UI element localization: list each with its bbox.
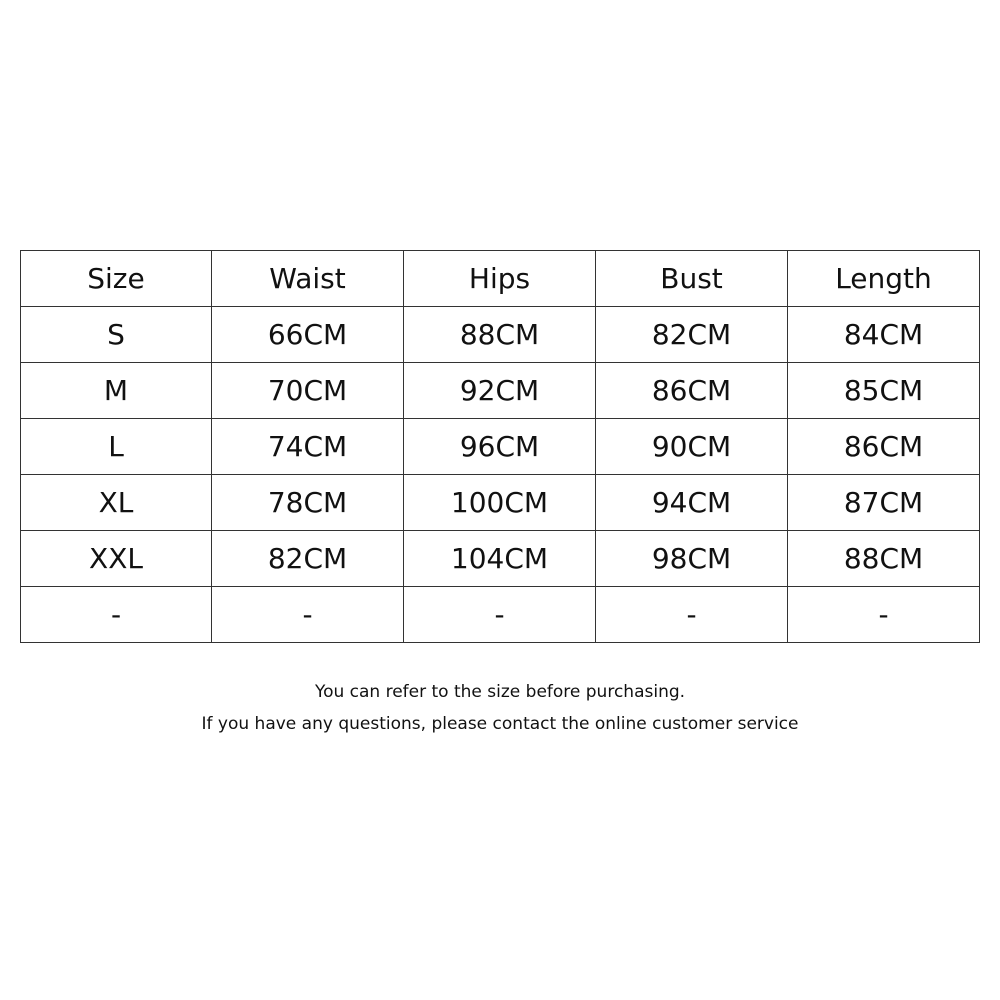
cell-bust: 86CM [596, 363, 788, 419]
cell-length: 86CM [788, 419, 980, 475]
cell-hips: 96CM [404, 419, 596, 475]
cell-waist: 66CM [212, 307, 404, 363]
header-size: Size [21, 251, 212, 307]
table-row [21, 363, 980, 419]
header-row [21, 251, 980, 307]
table-body [21, 307, 980, 643]
cell-hips: 100CM [404, 475, 596, 531]
cell-length: 84CM [788, 307, 980, 363]
cell-bust: 90CM [596, 419, 788, 475]
cell-waist: - [212, 587, 404, 643]
table-header [21, 251, 980, 307]
table-row [21, 419, 980, 475]
cell-hips: 104CM [404, 531, 596, 587]
table-row [21, 531, 980, 587]
cell-length: 85CM [788, 363, 980, 419]
cell-waist: 70CM [212, 363, 404, 419]
cell-length: 87CM [788, 475, 980, 531]
note-contact-service: If you have any questions, please contact the online customer service [201, 714, 799, 734]
cell-bust: 82CM [596, 307, 788, 363]
cell-size: S [21, 307, 212, 363]
note-refer-size: You can refer to the size before purchasing. [314, 682, 686, 702]
cell-hips: 88CM [404, 307, 596, 363]
cell-length: - [788, 587, 980, 643]
cell-bust: - [596, 587, 788, 643]
cell-waist: 82CM [212, 531, 404, 587]
cell-size: L [21, 419, 212, 475]
cell-size: - [21, 587, 212, 643]
cell-size: XL [21, 475, 212, 531]
table-row [21, 475, 980, 531]
header-length: Length [788, 251, 980, 307]
cell-size: XXL [21, 531, 212, 587]
cell-hips: 92CM [404, 363, 596, 419]
table-row [21, 307, 980, 363]
table-row [21, 587, 980, 643]
size-notes [0, 676, 1000, 740]
size-chart-table [20, 250, 980, 643]
cell-hips: - [404, 587, 596, 643]
cell-waist: 78CM [212, 475, 404, 531]
header-waist: Waist [212, 251, 404, 307]
cell-bust: 98CM [596, 531, 788, 587]
cell-waist: 74CM [212, 419, 404, 475]
cell-bust: 94CM [596, 475, 788, 531]
cell-length: 88CM [788, 531, 980, 587]
header-bust: Bust [596, 251, 788, 307]
header-hips: Hips [404, 251, 596, 307]
cell-size: M [21, 363, 212, 419]
